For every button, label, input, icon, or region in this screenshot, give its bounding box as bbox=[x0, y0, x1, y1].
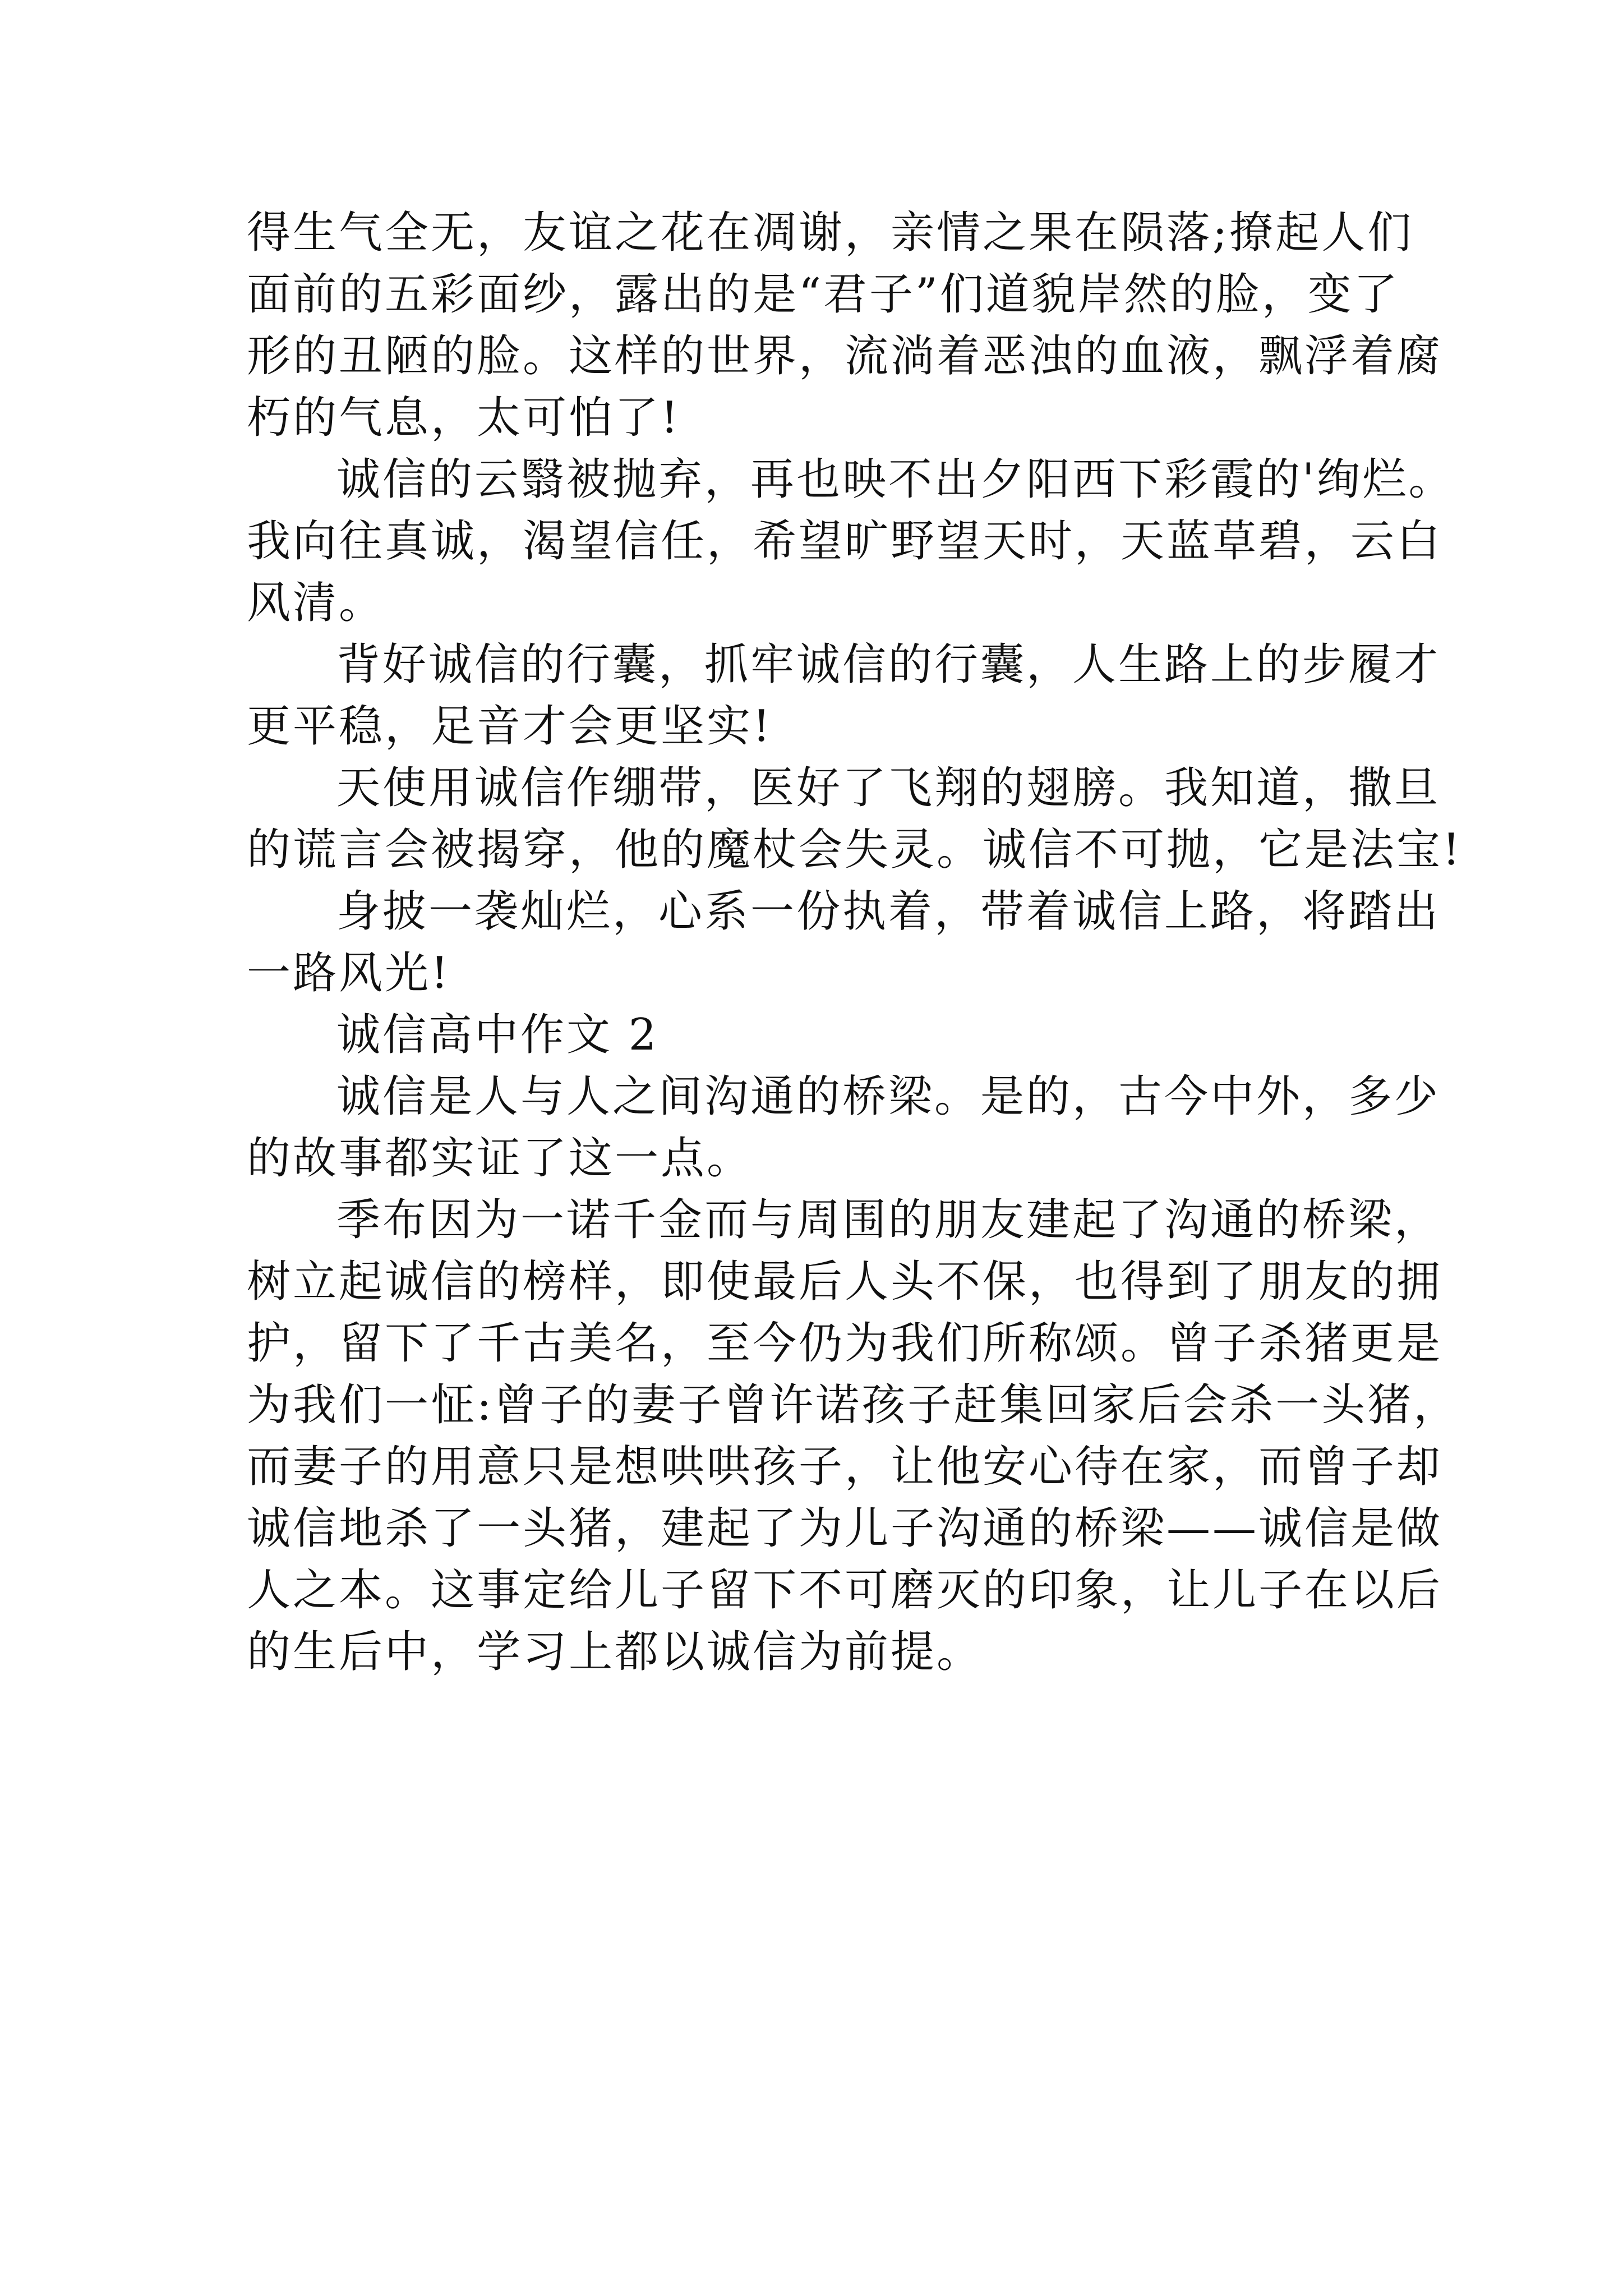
text-line: 护，留下了千古美名，至今仍为我们所称颂。曾子杀猪更是 bbox=[247, 1318, 1443, 1369]
text-line: 的故事都实证了这一点。 bbox=[247, 1133, 753, 1184]
text-line: 树立起诚信的榜样，即使最后人头不保，也得到了朋友的拥 bbox=[247, 1257, 1443, 1307]
text-line: 为我们一怔:曾子的妻子曾许诺孩子赶集回家后会杀一头猪， bbox=[247, 1380, 1460, 1430]
text-line: 面前的五彩面纱，露出的是“君子”们道貌岸然的脸，变了 bbox=[247, 269, 1400, 320]
text-line: 身披一袭灿烂，心系一份执着，带着诚信上路，将踏出 bbox=[336, 886, 1441, 937]
text-line: 一路风光! bbox=[247, 948, 451, 999]
body-text bbox=[247, 202, 1463, 1683]
text-line: 季布因为一诺千金而与周围的朋友建起了沟通的桥梁， bbox=[336, 1195, 1441, 1245]
text-line: 形的丑陋的脸。这样的世界，流淌着恶浊的血液，飘浮着腐 bbox=[247, 331, 1443, 381]
text-line: 人之本。这事定给儿子留下不可磨灭的印象，让儿子在以后 bbox=[247, 1565, 1443, 1616]
text-line: 的谎言会被揭穿，他的魔杖会失灵。诚信不可抛，它是法宝! bbox=[247, 825, 1463, 875]
text-line: 朽的气息，太可怕了! bbox=[247, 393, 681, 443]
text-line: 得生气全无，友谊之花在凋谢，亲情之果在陨落;撩起人们 bbox=[247, 208, 1414, 258]
text-line: 天使用诚信作绷带，医好了飞翔的翅膀。我知道，撒旦 bbox=[336, 763, 1441, 813]
text-line: 诚信的云翳被抛弃，再也映不出夕阳西下彩霞的'绚烂。 bbox=[336, 454, 1455, 505]
text-line: 背好诚信的行囊，抓牢诚信的行囊，人生路上的步履才 bbox=[336, 639, 1441, 690]
text-line: 风清。 bbox=[247, 578, 385, 628]
section-heading: 诚信高中作文 2 bbox=[336, 1010, 659, 1060]
text-line: 而妻子的用意只是想哄哄孩子，让他安心待在家，而曾子却 bbox=[247, 1442, 1443, 1492]
text-line: 诚信是人与人之间沟通的桥梁。是的，古今中外，多少 bbox=[336, 1071, 1441, 1122]
text-line: 我向往真诚，渴望信任，希望旷野望天时，天蓝草碧，云白 bbox=[247, 516, 1443, 567]
text-line: 更平稳，足音才会更坚实! bbox=[247, 701, 773, 752]
text-line: 诚信地杀了一头猪，建起了为儿子沟通的桥梁——诚信是做 bbox=[247, 1503, 1443, 1554]
text-line: 的生后中，学习上都以诚信为前提。 bbox=[247, 1627, 983, 1677]
